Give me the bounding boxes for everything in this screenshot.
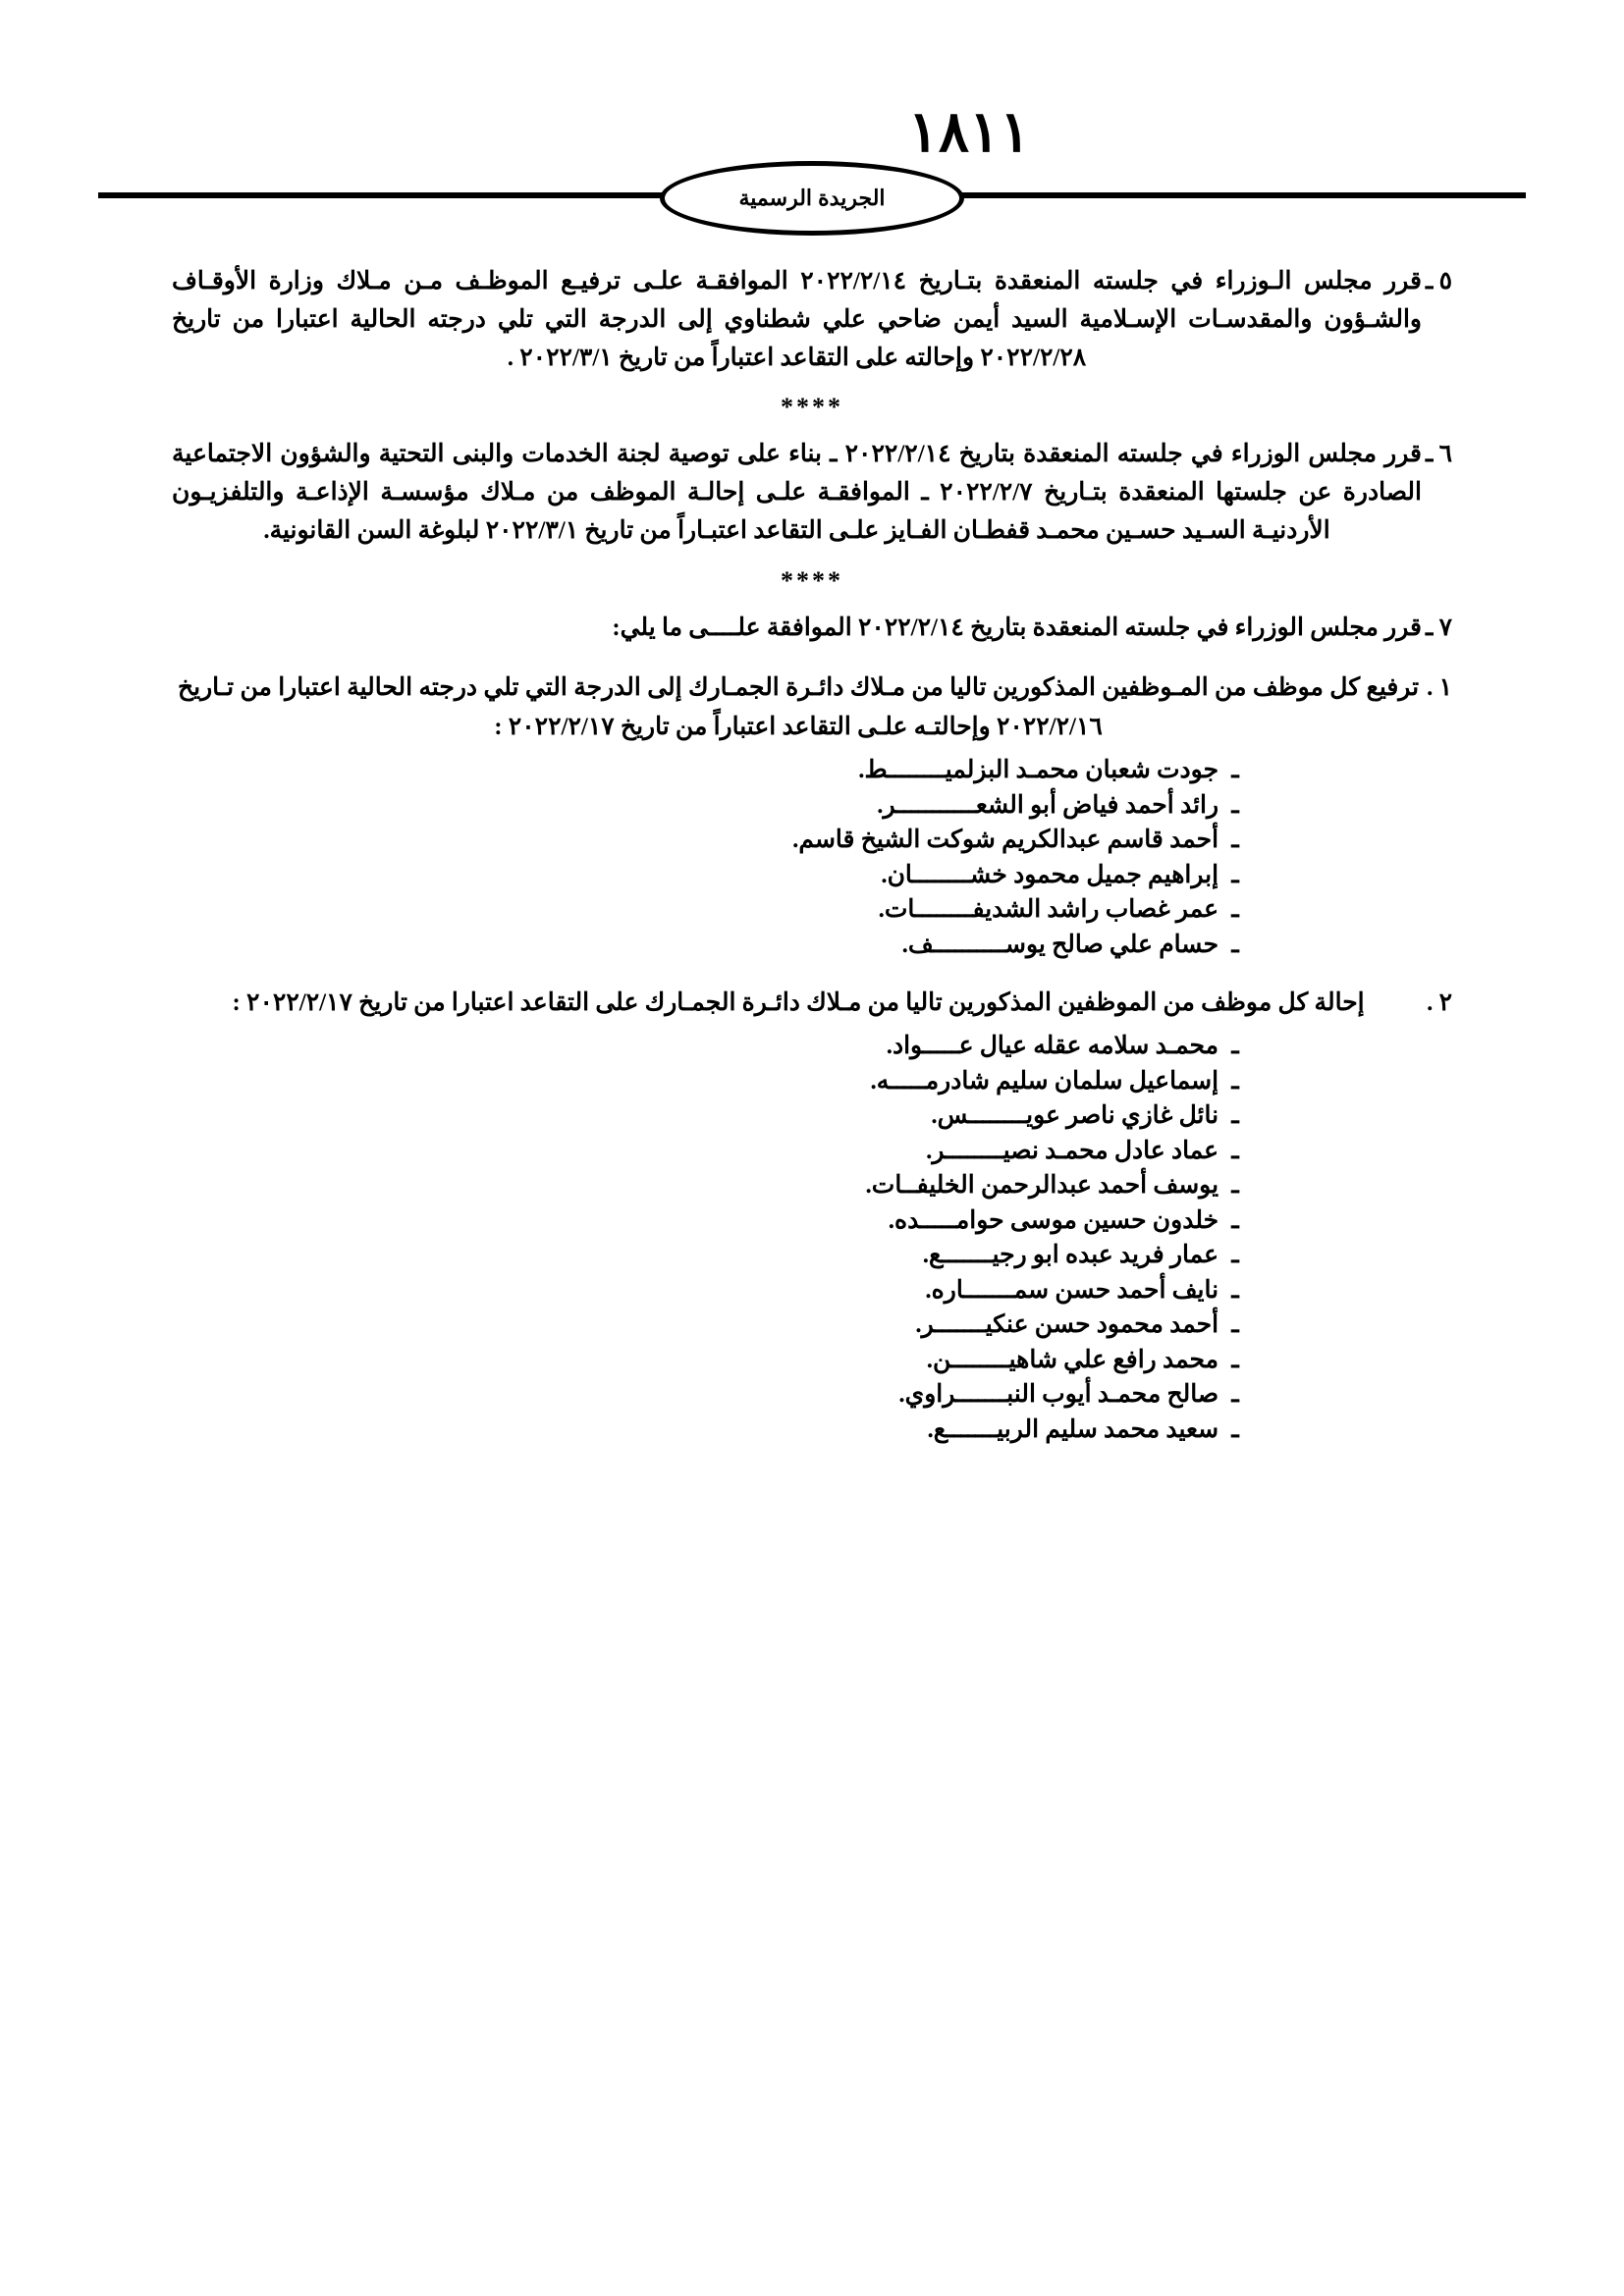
list-item [172,1377,1419,1413]
list-item [172,1029,1419,1064]
page-header [0,0,1624,210]
decision-paragraph-5 [172,263,1452,377]
bullet-dash-icon: ـ [1231,861,1239,888]
list-item [172,1203,1419,1239]
bullet-dash-icon: ـ [1231,1033,1239,1060]
subitem-body-1 [172,668,1419,962]
header-rule [98,186,1526,210]
employee-name: عمر غصاب راشد الشديفــــــــات. [878,896,1219,924]
list-item [172,1064,1419,1099]
list-item [172,1343,1419,1378]
document-body [172,263,1452,1447]
employee-name: خلدون حسين موسى حوامـــــده. [888,1206,1219,1234]
employee-name: نايف أحمد حسن سمـــــــاره. [925,1276,1219,1304]
subitem-marker-2: ٢ . [1427,989,1452,1017]
bullet-dash-icon: ـ [1231,1311,1239,1339]
subitem-text-2: إحالة كل موظف من الموظفين المذكورين تاليا من مـلاك دائـرة الجمـارك على التقاعد اعتبارا من تاريخ ٢٠٢٢/٢/١٧ : [232,989,1365,1017]
list-item [172,788,1419,824]
employee-name: عماد عادل محمـد نصيــــــــر. [926,1137,1219,1164]
bullet-dash-icon: ـ [1231,791,1239,819]
bullet-dash-icon: ـ [1231,931,1239,958]
masthead-label: الجريدة الرسمية [738,186,886,210]
subitem-1 [172,668,1452,962]
list-item [172,753,1419,788]
list-item [172,858,1419,893]
employee-name: صالح محمـد أيوب النبـــــــراوي. [898,1381,1219,1409]
name-list-2 [172,1029,1419,1447]
decision-text-6: قرر مجلس الوزراء في جلسته المنعقدة بتاريخ ٢٠٢٢/٢/١٤ ـ بناء على توصية لجنة الخدمات والبنى التحتية والشؤون الاجتماعية الصادرة عن جلستها المنعقدة بتـاريخ ٢٠٢٢/٢/٧ ـ الموافقـة علـى إحالـة الموظف من مـلاك مؤسسـة الإذاعـة والتلفزيـون الأردنيـة السـيد حسـين محمـد قفطـان الفـايز علـى التقاعد اعتبـاراً من تاريخ ٢٠٢٢/٣/١ لبلوغة السن القانونية. [172,441,1422,544]
decision-marker-7: ٧ ـ [1425,614,1452,641]
employee-name: سعيد محمد سليم الربيـــــــع. [927,1415,1219,1443]
page-number: ١٨١١ [907,100,1031,164]
employee-name: عمار فريد عبده ابو رجيـــــــع. [922,1242,1219,1269]
bullet-dash-icon: ـ [1231,1172,1239,1200]
employee-name: إسماعيل سلمان سليم شادرمـــــه. [870,1067,1219,1095]
bullet-dash-icon: ـ [1231,1346,1239,1373]
employee-name: أحمد قاسم عبدالكريم شوكت الشيخ قاسم. [792,827,1219,854]
bullet-dash-icon: ـ [1231,827,1239,854]
bullet-dash-icon: ـ [1231,1206,1239,1234]
employee-name: أحمد محمود حسن عنكيـــــــر. [915,1311,1219,1339]
subitem-marker-1: ١ . [1427,674,1452,702]
list-item [172,1413,1419,1448]
bullet-dash-icon: ـ [1231,1415,1239,1443]
subitem-body-2 [172,984,1419,1447]
separator-1: **** [781,393,843,422]
list-item [172,892,1419,928]
list-item [172,1134,1419,1169]
employee-name: يوسف أحمد عبدالرحمن الخليفــات. [865,1172,1219,1200]
subitem-2 [172,984,1452,1447]
list-item [172,928,1419,963]
employee-name: جودت شعبان محمـد البزلميــــــــط. [858,757,1219,784]
list-item [172,1273,1419,1308]
bullet-dash-icon: ـ [1231,1137,1239,1164]
decision-paragraph-6 [172,436,1452,550]
subitem-text-1: ترفيع كل موظف من المـوظفين المذكورين تاليا من مـلاك دائـرة الجمـارك إلى الدرجة التي تلي درجته الحالية اعتبارا من تـاريخ ٢٠٢٢/٢/١٦ وإحالتـه علـى التقاعد اعتباراً من تاريخ ٢٠٢٢/٢/١٧ : [178,674,1420,741]
bullet-dash-icon: ـ [1231,757,1239,784]
employee-name: محمـد سلامه عقله عيال عـــــواد. [886,1033,1219,1060]
bullet-dash-icon: ـ [1231,1067,1239,1095]
name-list-1 [172,753,1419,962]
employee-name: إبراهيم جميل محمود خشــــــــان. [881,861,1219,888]
list-item [172,1238,1419,1273]
employee-name: رائد أحمد فياض أبو الشعـــــــــــر. [877,791,1219,819]
employee-name: حسام علي صالح يوســــــــــف. [901,931,1219,958]
decision-marker-6: ٦ ـ [1425,441,1452,468]
decision-marker-5: ٥ ـ [1425,268,1452,294]
bullet-dash-icon: ـ [1231,1242,1239,1269]
bullet-dash-icon: ـ [1231,1381,1239,1409]
employee-name: محمد رافع علي شاهيــــــــن. [926,1346,1219,1373]
bullet-dash-icon: ـ [1231,1276,1239,1304]
decision-text-7: قرر مجلس الوزراء في جلسته المنعقدة بتاريخ ٢٠٢٢/٢/١٤ الموافقة علــــى ما يلي: [612,614,1422,641]
masthead-oval [660,161,964,236]
bullet-dash-icon: ـ [1231,896,1239,924]
list-item [172,1308,1419,1343]
list-item [172,1168,1419,1203]
decision-text-5: قرر مجلس الـوزراء في جلسته المنعقدة بتـاريخ ٢٠٢٢/٢/١٤ الموافقـة علـى ترفيـع الموظـف مـن مـلاك وزارة الأوقـاف والشـؤون والمقدسـات الإسـلامية السيد أيمن ضاحي علي شطناوي إلى الدرجة التي تلي درجته الحالية اعتبارا من تاريخ ٢٠٢٢/٢/٢٨ وإحالته على التقاعد اعتباراً من تاريخ ٢٠٢٢/٣/١ . [172,268,1422,371]
separator-2: **** [781,565,843,595]
decision-paragraph-7 [172,610,1452,648]
list-item [172,823,1419,858]
employee-name: نائل غازي ناصر عويــــــــس. [931,1102,1219,1130]
list-item [172,1098,1419,1134]
bullet-dash-icon: ـ [1231,1102,1239,1130]
